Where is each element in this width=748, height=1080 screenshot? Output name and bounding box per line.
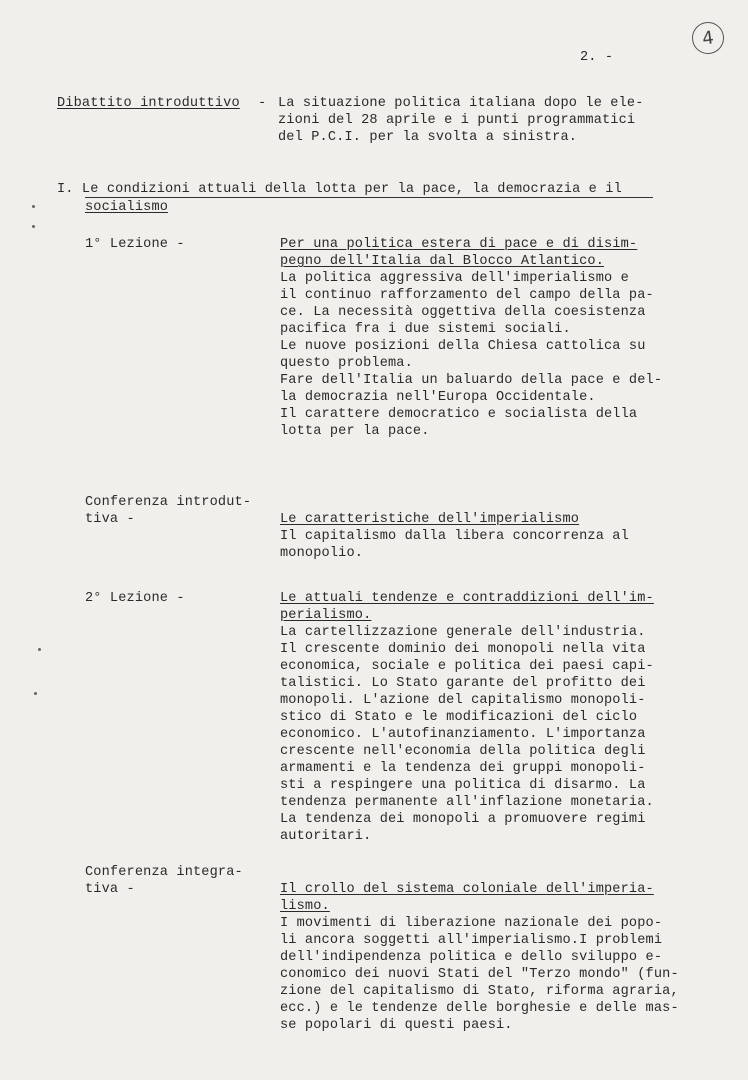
lesson-2-body-6: stico di Stato e le modificazioni del ciclo bbox=[280, 710, 638, 725]
conf-2-body-1: I movimenti di liberazione nazionale dei popo- bbox=[280, 916, 663, 931]
margin-mark bbox=[32, 225, 35, 228]
conf-1-body-1: Il capitalismo dalla libera concorrenza al bbox=[280, 529, 629, 544]
lesson-1-title-2: pegno dell'Italia dal Blocco Atlantico. bbox=[280, 254, 604, 269]
lesson-1-body-6: questo problema. bbox=[280, 356, 413, 371]
conf-2-label-1: Conferenza integra- bbox=[85, 865, 243, 880]
margin-mark bbox=[34, 692, 37, 695]
lesson-2-body-1: La cartellizzazione generale dell'industria. bbox=[280, 625, 646, 640]
conf-2-label-2: tiva - bbox=[85, 882, 135, 897]
lesson-1-body-5: Le nuove posizioni della Chiesa cattolica su bbox=[280, 339, 646, 354]
lesson-2-body-5: monopoli. L'azione del capitalismo monopoli- bbox=[280, 693, 646, 708]
lesson-1-body-8: la democrazia nell'Europa Occidentale. bbox=[280, 390, 596, 405]
intro-line-2: zioni del 28 aprile e i punti programmatici bbox=[278, 113, 636, 128]
margin-mark bbox=[38, 648, 41, 651]
conf-1-body-2: monopolio. bbox=[280, 546, 364, 561]
intro-label: Dibattito introduttivo bbox=[57, 96, 240, 111]
lesson-2-body-8: crescente nell'economia della politica degli bbox=[280, 744, 646, 759]
lesson-2-label: 2° Lezione - bbox=[85, 591, 185, 606]
conf-2-body-4: conomico dei nuovi Stati del "Terzo mondo" (fun- bbox=[280, 967, 679, 982]
lesson-1-body-4: pacifica fra i due sistemi sociali. bbox=[280, 322, 571, 337]
conf-1-title: Le caratteristiche dell'imperialismo bbox=[280, 512, 580, 527]
section-heading-line-2: socialismo bbox=[85, 200, 169, 215]
conf-1-label-1: Conferenza introdut- bbox=[85, 495, 252, 510]
intro-dash: - bbox=[258, 96, 267, 111]
section-underline-1 bbox=[85, 197, 653, 198]
conf-2-body-6: ecc.) e le tendenze delle borghesie e delle mas- bbox=[280, 1001, 679, 1016]
conf-2-title-1: Il crollo del sistema coloniale dell'imperia- bbox=[280, 882, 654, 897]
handwritten-page-number: 4 bbox=[690, 20, 726, 56]
lesson-1-title-1: Per una politica estera di pace e di disim- bbox=[280, 237, 638, 252]
page-number: 2. - bbox=[580, 50, 614, 65]
conf-2-title-2: lismo. bbox=[280, 899, 330, 914]
lesson-1-body-9: Il carattere democratico e socialista della bbox=[280, 407, 638, 422]
lesson-1-body-10: lotta per la pace. bbox=[280, 424, 430, 439]
conf-2-body-5: zione del capitalismo di Stato, riforma agraria, bbox=[280, 984, 679, 999]
lesson-2-body-11: tendenza permanente all'inflazione monetaria. bbox=[280, 795, 654, 810]
lesson-2-body-7: economico. L'autofinanziamento. L'importanza bbox=[280, 727, 646, 742]
conf-2-body-2: li ancora soggetti all'imperialismo.I problemi bbox=[280, 933, 663, 948]
conf-2-body-7: se popolari di questi paesi. bbox=[280, 1018, 513, 1033]
lesson-2-body-4: talistici. Lo Stato garante del profitto dei bbox=[280, 676, 646, 691]
lesson-1-body-1: La politica aggressiva dell'imperialismo e bbox=[280, 271, 629, 286]
lesson-1-body-7: Fare dell'Italia un baluardo della pace e del- bbox=[280, 373, 663, 388]
intro-line-3: del P.C.I. per la svolta a sinistra. bbox=[278, 130, 578, 145]
lesson-2-title-1: Le attuali tendenze e contraddizioni dell'im- bbox=[280, 591, 654, 606]
margin-mark bbox=[32, 205, 35, 208]
lesson-2-body-10: sti a respingere una politica di disarmo. La bbox=[280, 778, 646, 793]
section-heading-line-1: I. Le condizioni attuali della lotta per la pace, la democrazia e il bbox=[57, 182, 622, 197]
lesson-2-body-13: autoritari. bbox=[280, 829, 372, 844]
intro-line-1: La situazione politica italiana dopo le ele- bbox=[278, 96, 644, 111]
lesson-2-body-12: La tendenza dei monopoli a promuovere regimi bbox=[280, 812, 646, 827]
lesson-2-body-2: Il crescente dominio dei monopoli nella vita bbox=[280, 642, 646, 657]
lesson-2-title-2: perialismo. bbox=[280, 608, 372, 623]
lesson-1-label: 1° Lezione - bbox=[85, 237, 185, 252]
lesson-1-body-2: il continuo rafforzamento del campo della pa- bbox=[280, 288, 654, 303]
lesson-2-body-9: armamenti e la tendenza dei gruppi monopoli- bbox=[280, 761, 646, 776]
conf-1-label-2: tiva - bbox=[85, 512, 135, 527]
lesson-1-body-3: ce. La necessità oggettiva della coesistenza bbox=[280, 305, 646, 320]
lesson-2-body-3: economica, sociale e politica dei paesi capi- bbox=[280, 659, 654, 674]
conf-2-body-3: dell'indipendenza politica e dello sviluppo e- bbox=[280, 950, 663, 965]
